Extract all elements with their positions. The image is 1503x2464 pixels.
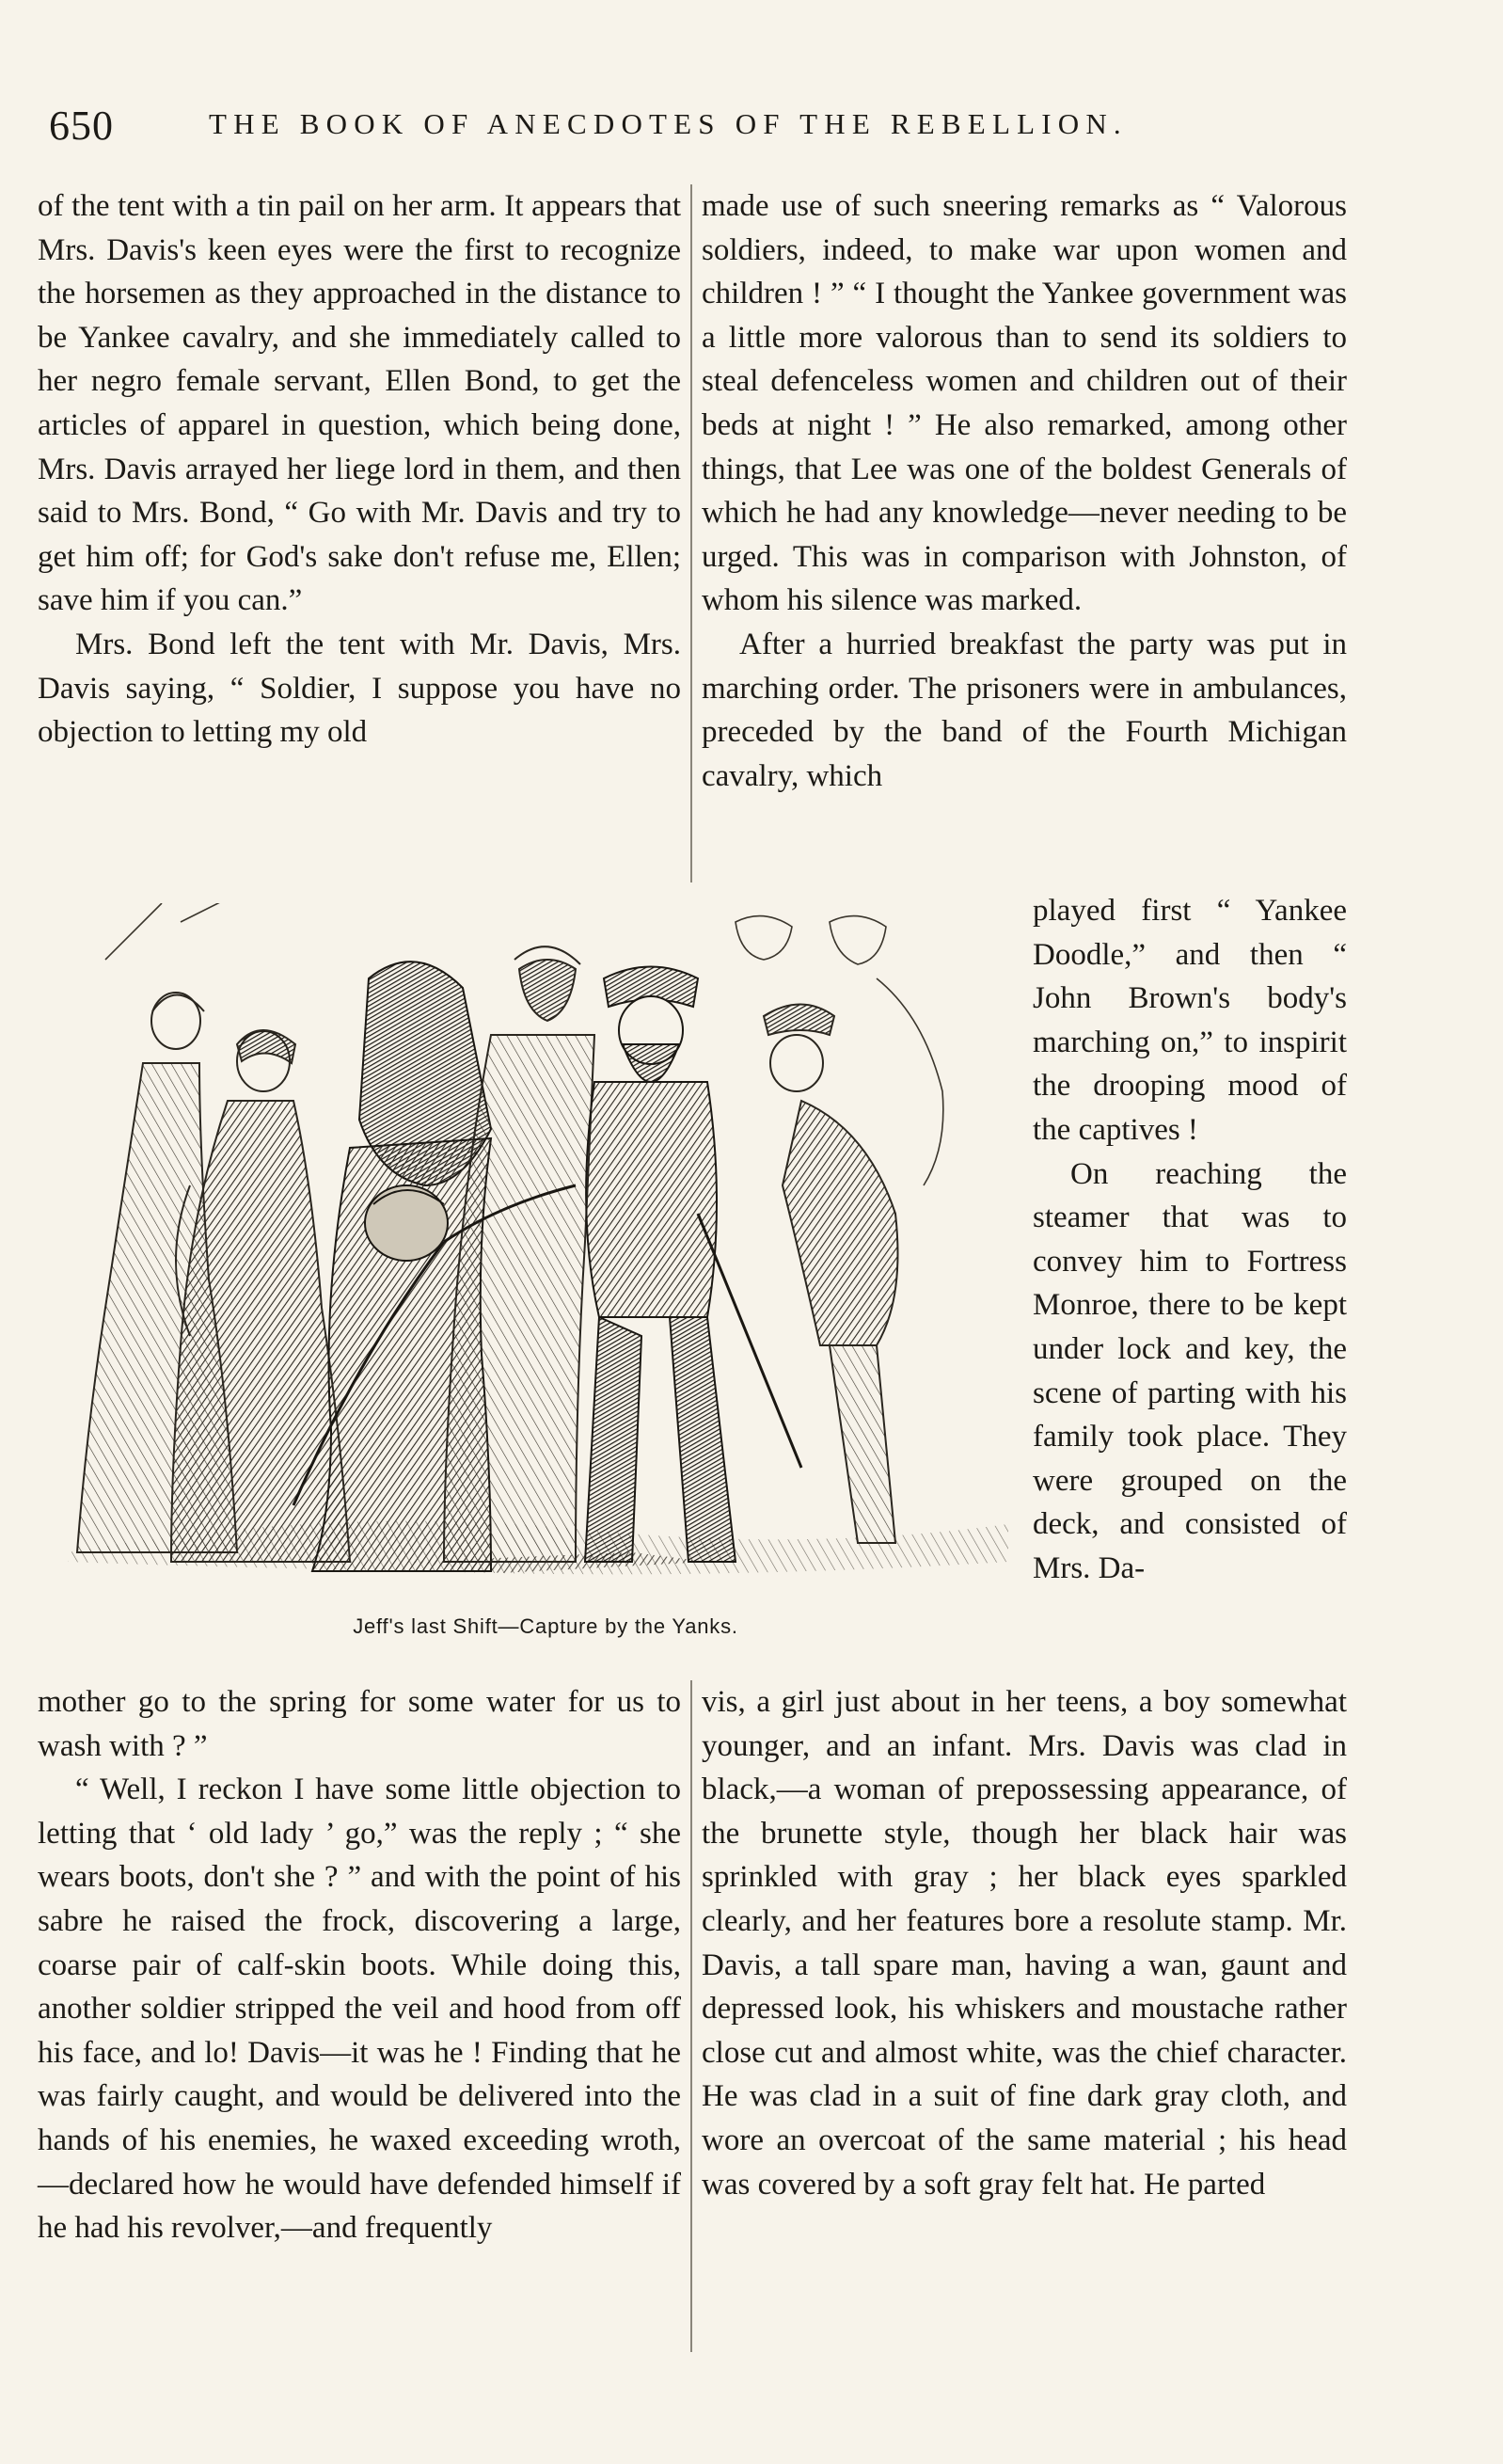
paragraph: played first “ Yankee Doodle,” and then “ John Brown's body's marching on,” to inspirit the drooping mood of the captives !: [1033, 894, 1347, 1147]
paragraph: of the tent with a tin pail on her arm. It appears that Mrs. Davis's keen eyes were the first to recognize the horsemen as they approached in the distance to be Yankee cavalry, and she immediately called to her negro female servant, Ellen Bond, to get the articles of apparel in question, which being done, Mrs. Davis arrayed her liege lord in them, and then said to Mrs. Bond, “ Go with Mr. Davis and try to get him off; for God's sake don't refuse me, Ellen; save him if you can.”: [38, 189, 681, 618]
page-number: 650: [49, 103, 114, 149]
right-column-bottom: [702, 1680, 1347, 2206]
left-column-top: [38, 184, 681, 755]
column-rule-bottom: [690, 1680, 692, 2352]
paragraph: vis, a girl just about in her teens, a boy somewhat younger, and an infant. Mrs. Davis was clad in black,—a woman of prepossessing appearance, of the brunette style, though her black hair was sprinkled with gray ; her black eyes sparkled clearly, and her features bore a resolute stamp. Mr. Davis, a tall spare man, having a wan, gaunt and depressed look, his whiskers and moustache rather close cut and almost white, was the chief character. He was clad in a suit of fine dark gray cloth, and wore an overcoat of the same material ; his head was covered by a soft gray felt hat. He parted: [702, 1685, 1347, 2202]
paragraph: Mrs. Bond left the tent with Mr. Davis, Mrs. Davis saying, “ Soldier, I suppose you have no objection to letting my old: [38, 627, 681, 750]
paragraph: “ Well, I reckon I have some little objection to letting that ‘ old lady ’ go,” was the reply ; “ she wears boots, don't she ? ” and with the point of his sabre he raised the frock, discovering a large, coarse pair of calf-skin boots. While doing this, another soldier stripped the veil and hood from off his face, and lo! Davis—it was he ! Finding that he was fairly caught, and would be delivered into the hands of his enemies, he waxed exceeding wroth,—declared how he would have defended himself if he had his revolver,—and frequently: [38, 1772, 681, 2246]
right-column-top: [702, 184, 1347, 798]
illustration-caption: Jeff's last Shift—Capture by the Yanks.: [353, 1614, 738, 1638]
text-beside-illustration: [1033, 889, 1347, 1591]
page-header: [49, 102, 1187, 149]
engraving-illustration: [49, 903, 1027, 1628]
figure-soldier-stooping: [764, 1005, 898, 1544]
left-column-bottom: [38, 1680, 681, 2250]
paragraph: On reaching the steamer that was to convey him to Fortress Monroe, there to be kept under lock and key, the scene of parting with his family took place. They were grouped on the deck, and consisted of Mrs. Da-: [1033, 1156, 1347, 1585]
paragraph: mother go to the spring for some water for us to wash with ? ”: [38, 1685, 681, 1763]
running-title: THE BOOK OF ANECDOTES OF THE REBELLION.: [209, 107, 1128, 140]
paragraph: After a hurried breakfast the party was put in marching order. The prisoners were in ambulances, preceded by the band of the Fourth Michigan cavalry, which: [702, 627, 1347, 793]
paragraph: made use of such sneering remarks as “ Valorous soldiers, indeed, to make war upon women and children ! ” “ I thought the Yankee government was a little more valorous than to send its soldiers to steal defenceless women and children out of their beds at night ! ” He also remarked, among other things, that Lee was one of the boldest Generals of which he had any knowledge—never needing to be urged. This was in comparison with Johnston, of whom his silence was marked.: [702, 189, 1347, 618]
column-rule-top: [690, 184, 692, 882]
